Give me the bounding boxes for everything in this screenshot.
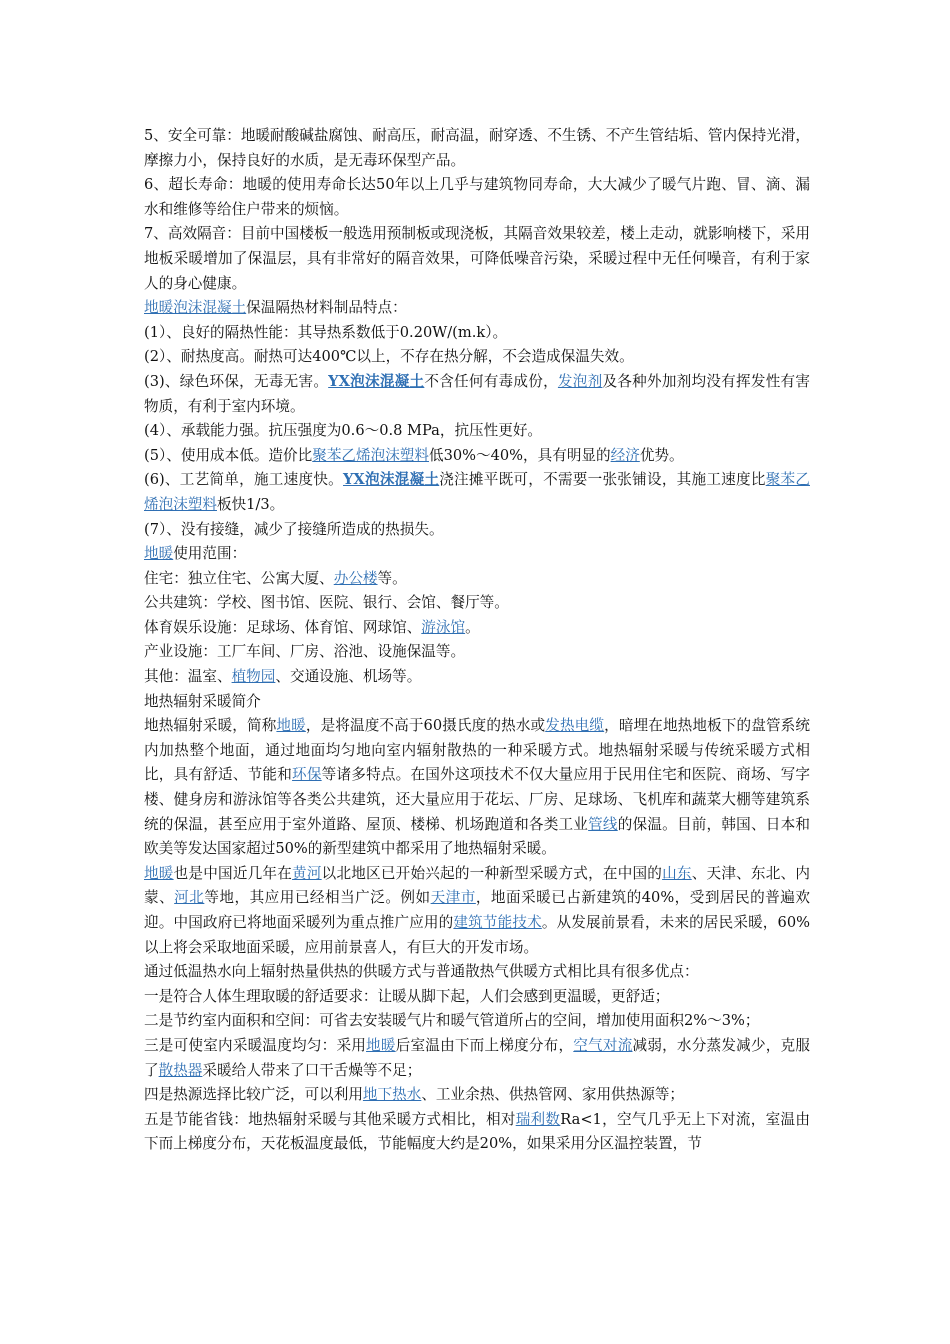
paragraph xyxy=(144,640,810,665)
paragraph xyxy=(144,591,810,616)
paragraph-text: ，是将温度不高于60摄氏度的热水或 xyxy=(305,717,546,735)
hyperlink[interactable]: 瑞利数 xyxy=(515,1110,561,1128)
paragraph-text: 浇注摊平既可，不需要一张张铺设，其施工速度比 xyxy=(439,471,766,489)
paragraph-text: 地热辐射采暖，简称 xyxy=(144,717,277,735)
paragraph-text: 五是节能省钱：地热辐射采暖与其他采暖方式相比，相对 xyxy=(144,1110,516,1128)
hyperlink[interactable]: 游泳馆 xyxy=(421,618,466,636)
paragraph xyxy=(144,419,810,444)
hyperlink[interactable]: 环保 xyxy=(292,766,322,784)
paragraph-text: (3)、绿色环保，无毒无害。 xyxy=(144,372,329,390)
paragraph xyxy=(144,1009,810,1034)
paragraph-text: 采暖给人带来了口干舌燥等不足； xyxy=(202,1061,422,1079)
paragraph xyxy=(144,173,810,222)
paragraph-text: 公共建筑：学校、图书馆、医院、银行、会馆、餐厅等。 xyxy=(144,594,509,612)
paragraph xyxy=(144,1108,810,1157)
paragraph-text: 6、超长寿命：地暖的使用寿命长达50年以上几乎与建筑物同寿命，大大减少了暖气片跑、冒、滴、漏水和维修等给住户带来的烦恼。 xyxy=(144,176,810,218)
paragraph-text: 体育娱乐设施：足球场、体育馆、网球馆、 xyxy=(144,618,422,636)
hyperlink[interactable]: 天津市 xyxy=(430,889,476,907)
hyperlink[interactable]: 经济 xyxy=(610,446,640,464)
paragraph xyxy=(144,124,810,173)
paragraph-text: ，地面采暖已占新建筑的40%，受到居民的普遍欢迎。中国政府已将地面采暖列为重点推广应用的 xyxy=(144,889,810,931)
paragraph-text: 其他：温室、 xyxy=(144,668,232,686)
hyperlink[interactable]: 聚苯乙烯泡沫塑料 xyxy=(312,446,429,464)
paragraph xyxy=(144,960,810,985)
hyperlink[interactable]: 散热器 xyxy=(158,1061,203,1079)
hyperlink[interactable]: 河北 xyxy=(174,889,205,907)
paragraph-text: 二是节约室内面积和空间：可省去安装暖气片和暖气管道所占的空间，增加使用面积2%～3%； xyxy=(144,1012,760,1030)
hyperlink[interactable]: 办公楼 xyxy=(333,569,378,587)
paragraph-text: 地热辐射采暖简介 xyxy=(144,692,261,710)
paragraph-text: 、交通设施、机场等。 xyxy=(275,668,422,686)
paragraph xyxy=(144,444,810,469)
paragraph-text: 。从发展前景看，未来的居民采暖，60%以上将会采取地面采暖，应用前景喜人，有巨大的开发市场。 xyxy=(144,914,810,956)
paragraph-text: 的保温。目前，韩国、日本和欧美等发达国家超过50%的新型建筑中都采用了地热辐射采暖。 xyxy=(144,815,810,858)
hyperlink[interactable]: 地暖泡沫混凝土 xyxy=(144,299,247,317)
paragraph xyxy=(144,862,810,960)
paragraph-text: (6)、工艺简单，施工速度快。 xyxy=(144,471,344,489)
paragraph xyxy=(144,370,810,419)
paragraph xyxy=(144,985,810,1010)
paragraph-text: 三是可使室内采暖温度均匀：采用 xyxy=(144,1036,367,1054)
hyperlink[interactable]: 黄河 xyxy=(292,864,322,882)
paragraph-text: 保温隔热材料制品特点： xyxy=(246,299,407,317)
paragraph-text: (2）、耐热度高。耐热可达400℃以上，不存在热分解，不会造成保温失效。 xyxy=(144,348,634,366)
paragraph-text: 住宅：独立住宅、公寓大厦、 xyxy=(144,569,334,587)
paragraph xyxy=(144,567,810,592)
paragraph-text: 减弱，水分蒸发减少，克服了 xyxy=(144,1036,810,1079)
hyperlink[interactable]: 管线 xyxy=(588,815,618,833)
paragraph-text: (7）、没有接缝，减少了接缝所造成的热损失。 xyxy=(144,520,444,538)
hyperlink[interactable]: 地暖 xyxy=(144,864,174,882)
hyperlink[interactable]: YX泡沫混凝土 xyxy=(343,471,440,489)
paragraph-text: 使用范围： xyxy=(173,545,247,563)
hyperlink[interactable]: 空气对流 xyxy=(573,1036,633,1054)
paragraph-text: 也是中国近几年在 xyxy=(173,864,293,882)
hyperlink[interactable]: 聚苯乙烯泡沫塑料 xyxy=(144,471,810,513)
paragraph-text: 通过低温热水向上辐射热量供热的供暖方式与普通散热气供暖方式相比具有很多优点： xyxy=(144,963,699,981)
paragraph-text: (5）、使用成本低。造价比 xyxy=(144,446,313,464)
paragraph-text: 产业设施：工厂车间、厂房、浴池、设施保温等。 xyxy=(144,643,466,661)
hyperlink[interactable]: 地下热水 xyxy=(362,1086,422,1104)
paragraph xyxy=(144,690,810,715)
paragraph xyxy=(144,345,810,370)
paragraph-text: 低30%～40%，具有明显的 xyxy=(428,446,611,464)
hyperlink[interactable]: 发泡剂 xyxy=(557,372,603,390)
paragraph-text: 7、高效隔音：目前中国楼板一般选用预制板或现浇板，其隔音效果较差，楼上走动，就影响楼下，采用地板采暖增加了保温层，具有非常好的隔音效果，可降低噪音污染，采暖过程中无任何噪音，有利于家人的身心健康。 xyxy=(144,225,811,292)
paragraph-text: 四是热源选择比较广泛，可以利用 xyxy=(144,1086,363,1104)
hyperlink[interactable]: 建筑节能技术 xyxy=(453,914,542,931)
paragraph xyxy=(144,542,810,567)
paragraph-text: 5、安全可靠：地暖耐酸碱盐腐蚀、耐高压，耐高温，耐穿透、不生锈、不产生管结垢、管内保持光滑，摩擦力小，保持良好的水质，是无毒环保型产品。 xyxy=(144,127,811,169)
paragraph-text: 板快1/3。 xyxy=(216,495,285,513)
paragraph-text: (1）、良好的隔热性能：其导热系数低于0.20W/(m.k）。 xyxy=(144,323,508,341)
paragraph-text: 等。 xyxy=(377,569,407,587)
paragraph-text: Ra<1，空气几乎无上下对流，室温由下而上梯度分布，天花板温度最低，节能幅度大约是20%，如果采用分区温控装置，节 xyxy=(144,1110,810,1153)
paragraph xyxy=(144,321,810,346)
paragraph-text: 。 xyxy=(465,618,480,636)
paragraph xyxy=(144,665,810,690)
paragraph-text: 后室温由下而上梯度分布， xyxy=(395,1036,574,1054)
paragraph-text: 一是符合人体生理取暖的舒适要求：让暖从脚下起，人们会感到更温暖，更舒适； xyxy=(144,987,670,1005)
hyperlink[interactable]: 地暖 xyxy=(366,1036,396,1054)
paragraph-text: 及各种外加剂均没有挥发性有害物质，有利于室内环境。 xyxy=(144,372,810,415)
paragraph-text: 不含任何有毒成份， xyxy=(424,372,558,390)
hyperlink[interactable]: YX泡沫混凝土 xyxy=(328,372,425,390)
paragraph xyxy=(144,616,810,641)
paragraph xyxy=(144,714,810,862)
paragraph xyxy=(144,518,810,543)
paragraph xyxy=(144,1034,810,1083)
paragraph-text: 、工业余热、供热管网、家用供热源等； xyxy=(421,1086,685,1104)
paragraph-text: ，暗埋在地热地板下的盘管系统内加热整个地面，通过地面均匀地向室内辐射散热的一种采暖方式。地热辐射采暖与传统采暖方式相比，具有舒适、节能和 xyxy=(144,717,810,784)
paragraph xyxy=(144,296,810,321)
paragraph-text: 等地，其应用已经相当广泛。例如 xyxy=(204,889,431,907)
hyperlink[interactable]: 植物园 xyxy=(231,668,276,686)
hyperlink[interactable]: 地暖 xyxy=(276,717,306,735)
paragraph-text: 以北地区已开始兴起的一种新型采暖方式，在中国的 xyxy=(321,864,663,882)
paragraph-text: 、天津、东北、内蒙、 xyxy=(144,864,810,907)
paragraph xyxy=(144,1083,810,1108)
paragraph-text: 优势。 xyxy=(639,446,684,464)
hyperlink[interactable]: 地暖 xyxy=(144,545,174,563)
hyperlink[interactable]: 发热电缆 xyxy=(545,717,605,735)
hyperlink[interactable]: 山东 xyxy=(662,864,692,882)
paragraph xyxy=(144,468,810,517)
paragraph-text: (4）、承载能力强。抗压强度为0.6～0.8 MPa，抗压性更好。 xyxy=(144,422,543,440)
paragraph xyxy=(144,222,810,296)
paragraph-text: 等诸多特点。在国外这项技术不仅大量应用于民用住宅和医院、商场、写字楼、健身房和游泳馆等各类公共建筑，还大量应用于花坛、厂房、足球场、飞机库和蔬菜大棚等建筑系统的保温，甚至应用于室外道路、屋顶、楼梯、机场跑道和各类工业 xyxy=(144,766,810,833)
